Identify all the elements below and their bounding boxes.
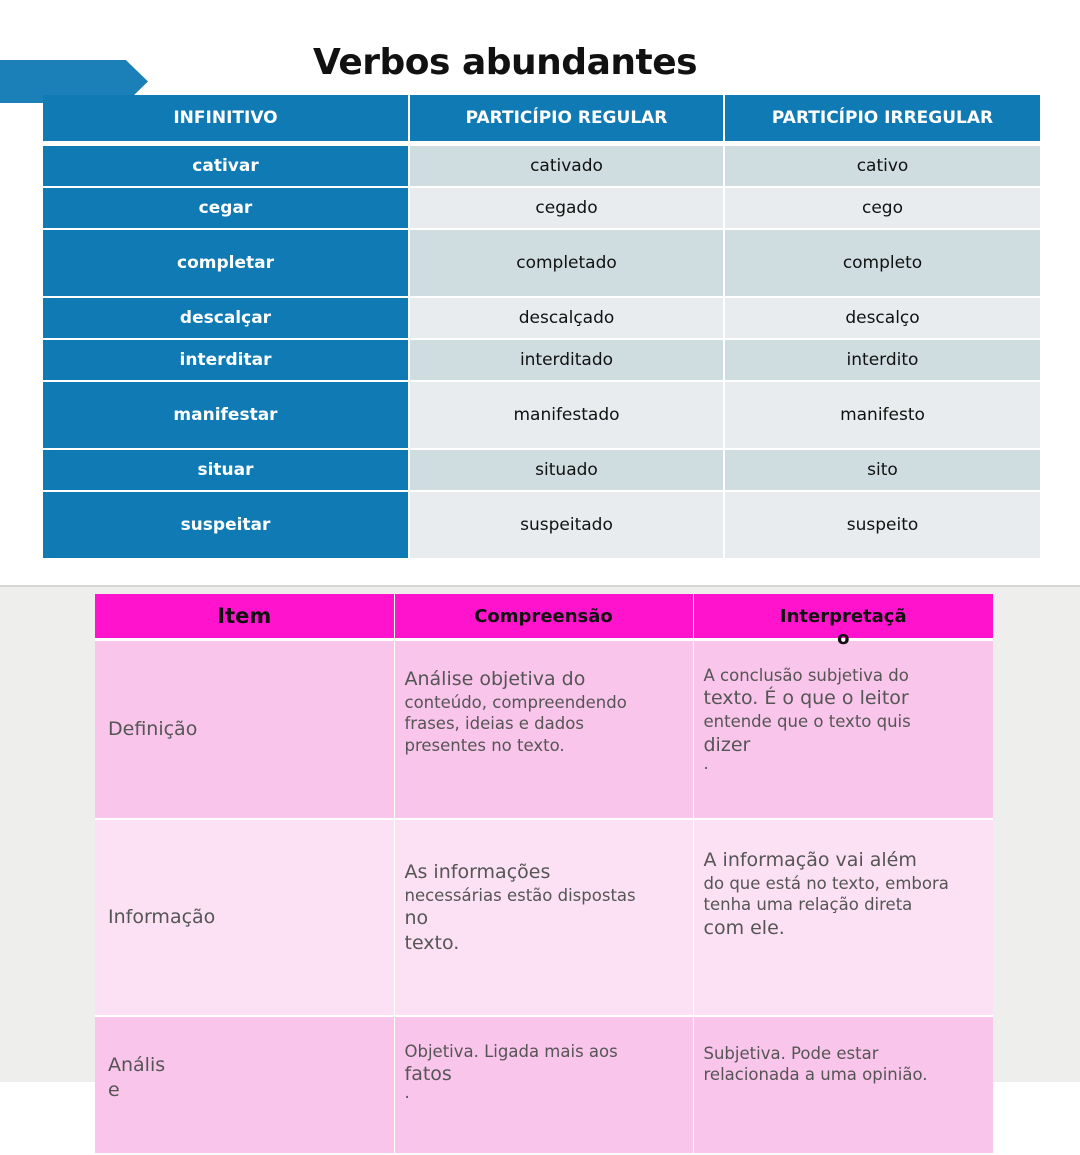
header-interpretacao-overflow: o	[837, 628, 850, 649]
cell-line: Anális	[108, 1054, 166, 1076]
cell-line: texto. É o que o leitor	[703, 687, 909, 710]
header-participio-regular: PARTICÍPIO REGULAR	[409, 95, 724, 144]
infinitive-cell: completar	[43, 229, 409, 297]
table-row	[43, 381, 1040, 449]
irregular-participle-cell: manifesto	[724, 381, 1040, 449]
comparison-section	[0, 585, 1080, 1103]
cell-line: Subjetiva. Pode estar	[703, 1044, 879, 1063]
table-row	[43, 187, 1040, 229]
table-row	[43, 297, 1040, 339]
interpretacao-cell	[693, 1016, 993, 1154]
cell-line: conteúdo, compreendendo	[404, 692, 627, 712]
item-cell: Informação	[95, 819, 394, 1016]
cell-line: no	[404, 907, 429, 930]
header-infinitivo: INFINITIVO	[43, 95, 409, 144]
irregular-participle-cell: completo	[724, 229, 1040, 297]
header-interpretacao-text: Interpretaçã	[779, 605, 907, 627]
page-title: Verbos abundantes	[312, 42, 698, 83]
cell-line: dizer	[703, 733, 751, 756]
infinitive-cell: descalçar	[43, 297, 409, 339]
table-row	[43, 144, 1040, 188]
header-item: Item	[95, 594, 394, 640]
cell-line: relacionada a uma opinião.	[703, 1065, 928, 1085]
interpretacao-cell	[693, 819, 993, 1016]
table-row	[43, 339, 1040, 381]
infinitive-cell: manifestar	[43, 381, 409, 449]
regular-participle-cell: cativado	[409, 144, 724, 188]
table-row	[43, 491, 1040, 559]
infinitive-cell: interditar	[43, 339, 409, 381]
infinitive-cell: cativar	[43, 144, 409, 188]
infinitive-cell: suspeitar	[43, 491, 409, 559]
table-row	[95, 640, 993, 820]
cell-line: presentes no texto.	[404, 735, 565, 755]
regular-participle-cell: manifestado	[409, 381, 724, 449]
compreensao-cell	[394, 819, 693, 1016]
compreensao-cell	[394, 1016, 693, 1154]
cell-line: Objetiva. Ligada mais aos	[404, 1042, 618, 1061]
verbs-table	[43, 95, 1040, 560]
regular-participle-cell: completado	[409, 229, 724, 297]
irregular-participle-cell: suspeito	[724, 491, 1040, 559]
cell-line: necessárias estão dispostas	[404, 885, 636, 905]
irregular-participle-cell: cativo	[724, 144, 1040, 188]
irregular-participle-cell: sito	[724, 449, 1040, 491]
cell-line: As informações	[404, 861, 551, 883]
cell-line: A conclusão subjetiva do	[703, 666, 909, 685]
regular-participle-cell: descalçado	[409, 297, 724, 339]
table-row	[95, 819, 993, 1016]
cell-line: com ele.	[703, 916, 785, 939]
interpretacao-cell	[693, 640, 993, 820]
cell-line: Análise objetiva do	[404, 668, 586, 690]
item-cell	[95, 1016, 394, 1154]
cell-line: e	[108, 1078, 120, 1101]
irregular-participle-cell: interdito	[724, 339, 1040, 381]
item-cell: Definição	[95, 640, 394, 820]
cell-line: entende que o texto quis	[703, 712, 911, 732]
infinitive-cell: cegar	[43, 187, 409, 229]
comparison-table	[95, 594, 993, 1155]
cell-line: do que está no texto, embora	[703, 873, 949, 893]
table-row	[95, 1016, 993, 1154]
table-row	[43, 229, 1040, 297]
cell-line: fatos	[404, 1063, 452, 1086]
irregular-participle-cell: descalço	[724, 297, 1040, 339]
compreensao-cell	[394, 640, 693, 820]
verbs-header-row	[43, 95, 1040, 144]
cell-line: frases, ideias e dados	[404, 714, 584, 734]
header-interpretacao	[693, 594, 993, 649]
infinitive-cell: situar	[43, 449, 409, 491]
regular-participle-cell: situado	[409, 449, 724, 491]
regular-participle-cell: interditado	[409, 339, 724, 381]
header-compreensao: Compreensão	[394, 594, 693, 640]
cell-line: .	[703, 754, 709, 774]
header-participio-irregular: PARTICÍPIO IRREGULAR	[724, 95, 1040, 144]
cell-line: tenha uma relação direta	[703, 895, 913, 915]
irregular-participle-cell: cego	[724, 187, 1040, 229]
regular-participle-cell: cegado	[409, 187, 724, 229]
cell-line: A informação vai além	[703, 849, 917, 871]
cell-line: .	[404, 1083, 410, 1103]
table-row	[43, 449, 1040, 491]
regular-participle-cell: suspeitado	[409, 491, 724, 559]
comparison-header-row	[95, 594, 993, 640]
cell-line: texto.	[404, 931, 460, 954]
